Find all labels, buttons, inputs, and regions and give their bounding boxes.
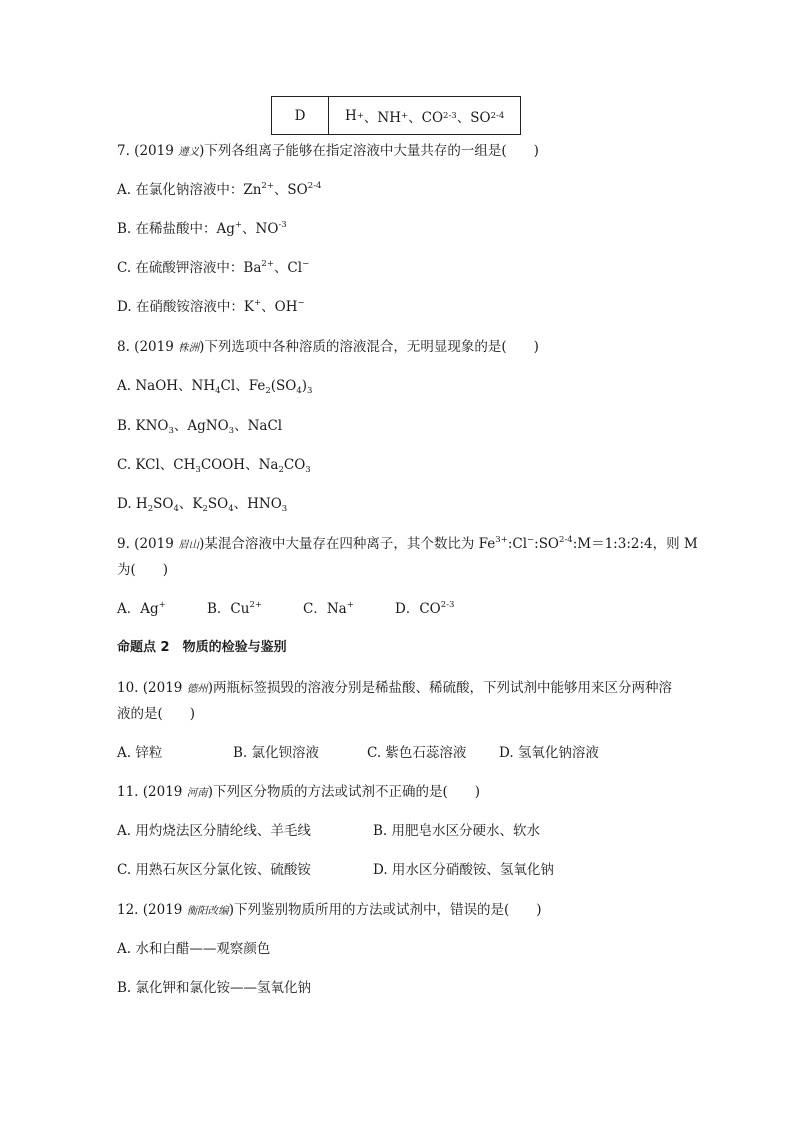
table-cell-ions: H + 、NH + 、CO 2-3 、SO 2-4 <box>345 107 505 126</box>
question-9-option-d: D．CO$^{2-3}$ <box>395 600 455 617</box>
question-9-option-b: B．$Cu^{2+}$ <box>207 600 262 617</box>
question-10-stem: 10. (2019 德州)两瓶标签损毁的溶液分别是稀盐酸、稀硫酸，下列试剂中能够用来区分两种溶 <box>117 680 672 696</box>
question-9-option-a: A．Ag+ <box>117 600 166 617</box>
question-12-stem: 12. (2019 衡阳改编)下列鉴别物质所用的方法或试剂中，错误的是( ) <box>117 902 542 918</box>
question-11-option-b: B. 用肥皂水区分硬水、软水 <box>373 823 541 839</box>
question-10-options <box>117 745 599 761</box>
question-10-option-c: C. 紫色石蕊溶液 <box>367 745 467 761</box>
question-11-options-row1 <box>117 823 540 839</box>
question-8-option-b: B. $KNO_3$、AgNO$_3$、NaCl <box>117 418 283 436</box>
question-11-option-a: A. 用灼烧法区分腈纶线、羊毛线 <box>117 823 311 839</box>
question-7-option-d: D. 在硝酸铵溶液中：K+、OH− <box>117 298 305 315</box>
question-12-option-b: B. 氯化钾和氯化铵——氢氧化钠 <box>117 980 312 996</box>
question-7-option-a: A. 在氯化钠溶液中：$Zn^{2+}$、SO$^{2-4}$ <box>117 181 322 198</box>
question-10-option-d: D. 氢氧化钠溶液 <box>499 745 599 761</box>
question-8-option-c: C. KCl、$CH_3COOH$、$Na_2CO_3$ <box>117 457 311 475</box>
question-9-options <box>117 601 454 617</box>
question-11-option-c: C. 用熟石灰区分氯化铵、硫酸铵 <box>117 862 311 878</box>
question-9-stem-cont: 为( ) <box>117 562 169 578</box>
question-10-option-a: A. 锌粒 <box>117 745 163 761</box>
question-9-option-c: C．Na+ <box>303 600 354 617</box>
question-12-option-a: A. 水和白醋——观察颜色 <box>117 941 271 957</box>
question-11-options-row2 <box>117 862 554 878</box>
question-7-option-c: C. 在硫酸钾溶液中：$Ba^{2+}$、Cl− <box>117 259 310 276</box>
question-10-stem-cont: 液的是( ) <box>117 706 196 722</box>
question-9-stem: 9. (2019 眉山)某混合溶液中大量存在四种离子，其个数比为 $Fe^{3+}:Cl^-:SO^{2-4}:M=1:3:2:4$，则 M <box>117 535 698 552</box>
question-11-option-d: D. 用水区分硝酸铵、氢氧化钠 <box>373 862 554 878</box>
question-7-stem: 7. (2019 遵义)下列各组离子能够在指定溶液中大量共存的一组是( ) <box>117 143 539 159</box>
answer-table-row-d <box>271 96 521 135</box>
question-8-stem: 8. (2019 株洲)下列选项中各种溶质的溶液混合，无明显现象的是( ) <box>117 339 539 355</box>
question-10-option-b: B. 氯化钡溶液 <box>233 745 320 761</box>
question-7-option-b: B. 在稀盐酸中：Ag+、$NO^{-3}$ <box>117 220 287 237</box>
table-cell-letter: D <box>272 97 329 134</box>
question-8-option-d: D. $H_2SO_4$、$K_2SO_4$、$HNO_3$ <box>117 496 288 514</box>
section-heading: 命题点 2 物质的检验与鉴别 <box>117 640 287 655</box>
question-11-stem: 11. (2019 河南)下列区分物质的方法或试剂不正确的是( ) <box>117 784 480 800</box>
question-8-option-a: A. NaOH、$NH_4Cl$、$Fe_2(SO_4)_3$ <box>117 378 313 396</box>
